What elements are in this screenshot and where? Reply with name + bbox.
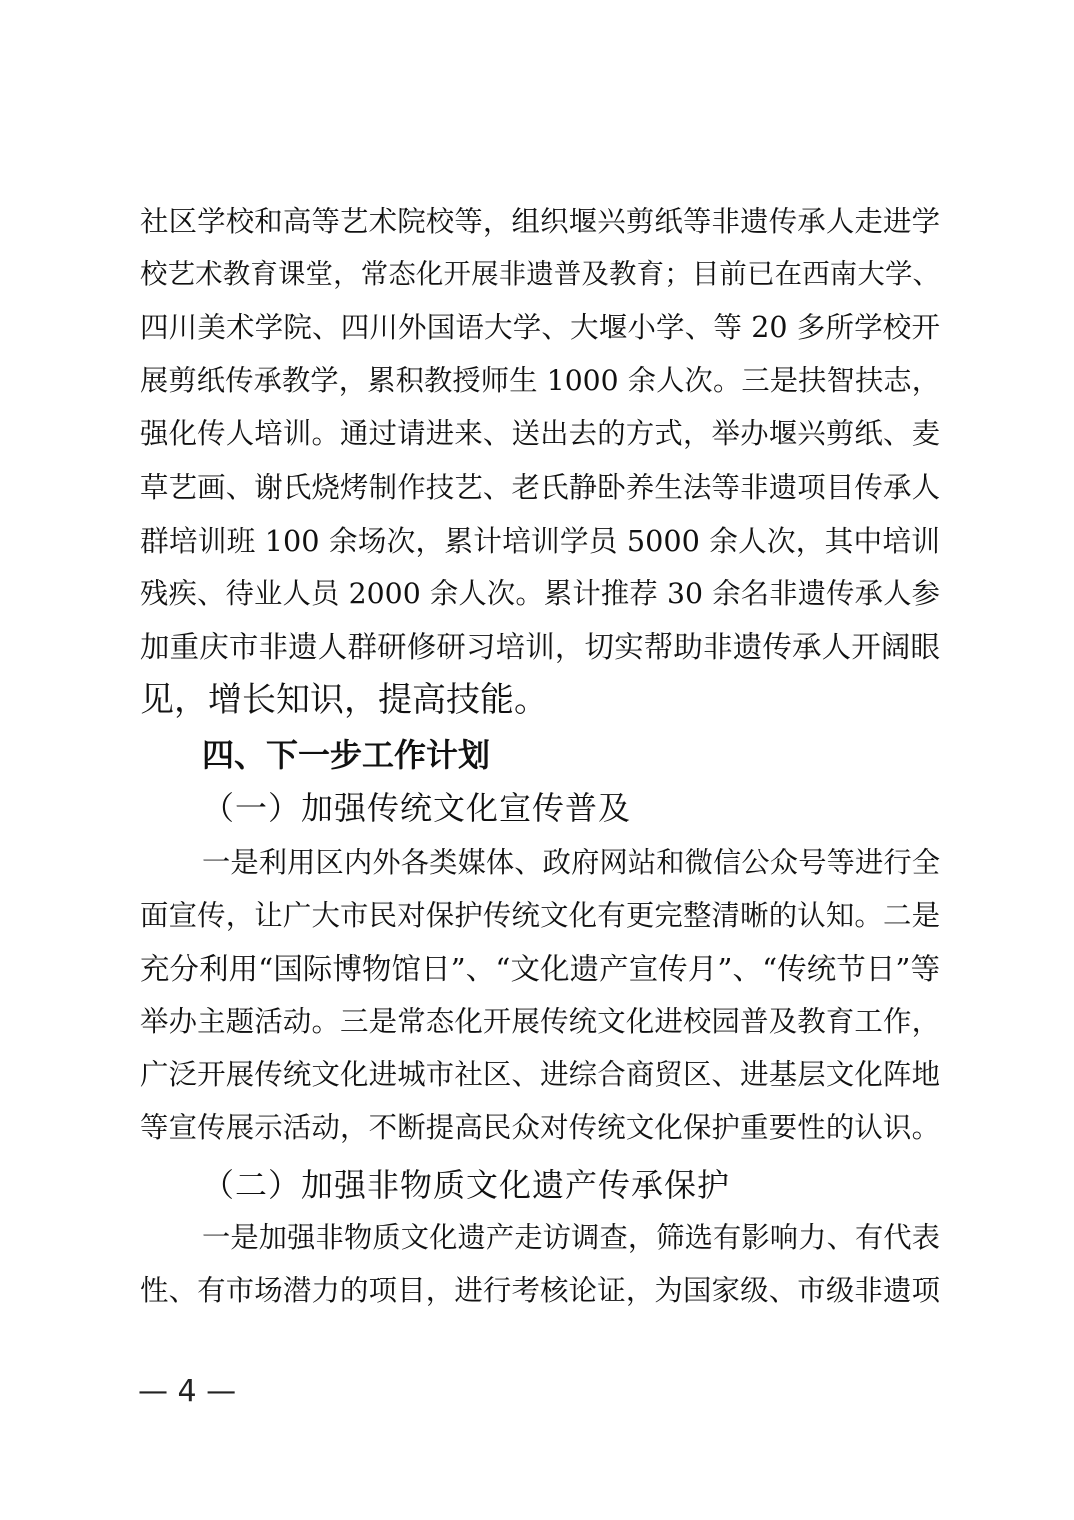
body-text-line: 见，增长知识，提高技能。 bbox=[140, 680, 548, 720]
body-text-line: 草艺画、谢氏烧烤制作技艺、老氏静卧养生法等非遗项目传承人 bbox=[140, 471, 940, 504]
body-text-line: 群培训班 100 余场次，累计培训学员 5000 余人次，其中培训 bbox=[140, 524, 940, 558]
page-number: — 4 — bbox=[138, 1374, 237, 1409]
body-text-line: 四川美术学院、四川外国语大学、大堰小学、等 20 多所学校开 bbox=[140, 311, 940, 344]
section-heading: 四、下一步工作计划 bbox=[202, 736, 491, 774]
body-text-line: 强化传人培训。通过请进来、送出去的方式，举办堰兴剪纸、麦 bbox=[140, 417, 940, 450]
body-text-line: 展剪纸传承教学，累积教授师生 1000 余人次。三是扶智扶志， bbox=[140, 364, 940, 397]
body-text-line: 性、有市场潜力的项目，进行考核论证，为国家级、市级非遗项 bbox=[140, 1274, 940, 1307]
body-text-line: 充分利用“国际博物馆日”、“文化遗产宣传月”、“传统节日”等 bbox=[140, 952, 940, 986]
body-text-line: 等宣传展示活动，不断提高民众对传统文化保护重要性的认识。 bbox=[140, 1111, 940, 1144]
body-text-line: 广泛开展传统文化进城市社区、进综合商贸区、进基层文化阵地 bbox=[140, 1058, 940, 1091]
body-text-line: 社区学校和高等艺术院校等，组织堰兴剪纸等非遗传承人走进学 bbox=[140, 205, 940, 238]
body-text-line: 一是加强非物质文化遗产走访调查，筛选有影响力、有代表 bbox=[202, 1221, 940, 1254]
subsection-heading: （二）加强非物质文化遗产传承保护 bbox=[202, 1166, 731, 1204]
body-text-line: 面宣传，让广大市民对保护传统文化有更完整清晰的认知。二是 bbox=[140, 899, 940, 932]
body-text-line: 残疾、待业人员 2000 余人次。累计推荐 30 余名非遗传承人参 bbox=[140, 577, 940, 610]
body-text-line: 举办主题活动。三是常态化开展传统文化进校园普及教育工作， bbox=[140, 1005, 940, 1038]
subsection-heading: （一）加强传统文化宣传普及 bbox=[202, 789, 632, 827]
body-text-line: 加重庆市非遗人群研修研习培训，切实帮助非遗传承人开阔眼 bbox=[140, 630, 940, 664]
body-text-line: 校艺术教育课堂，常态化开展非遗普及教育；目前已在西南大学、 bbox=[140, 259, 940, 290]
body-text-line: 一是利用区内外各类媒体、政府网站和微信公众号等进行全 bbox=[202, 846, 940, 879]
